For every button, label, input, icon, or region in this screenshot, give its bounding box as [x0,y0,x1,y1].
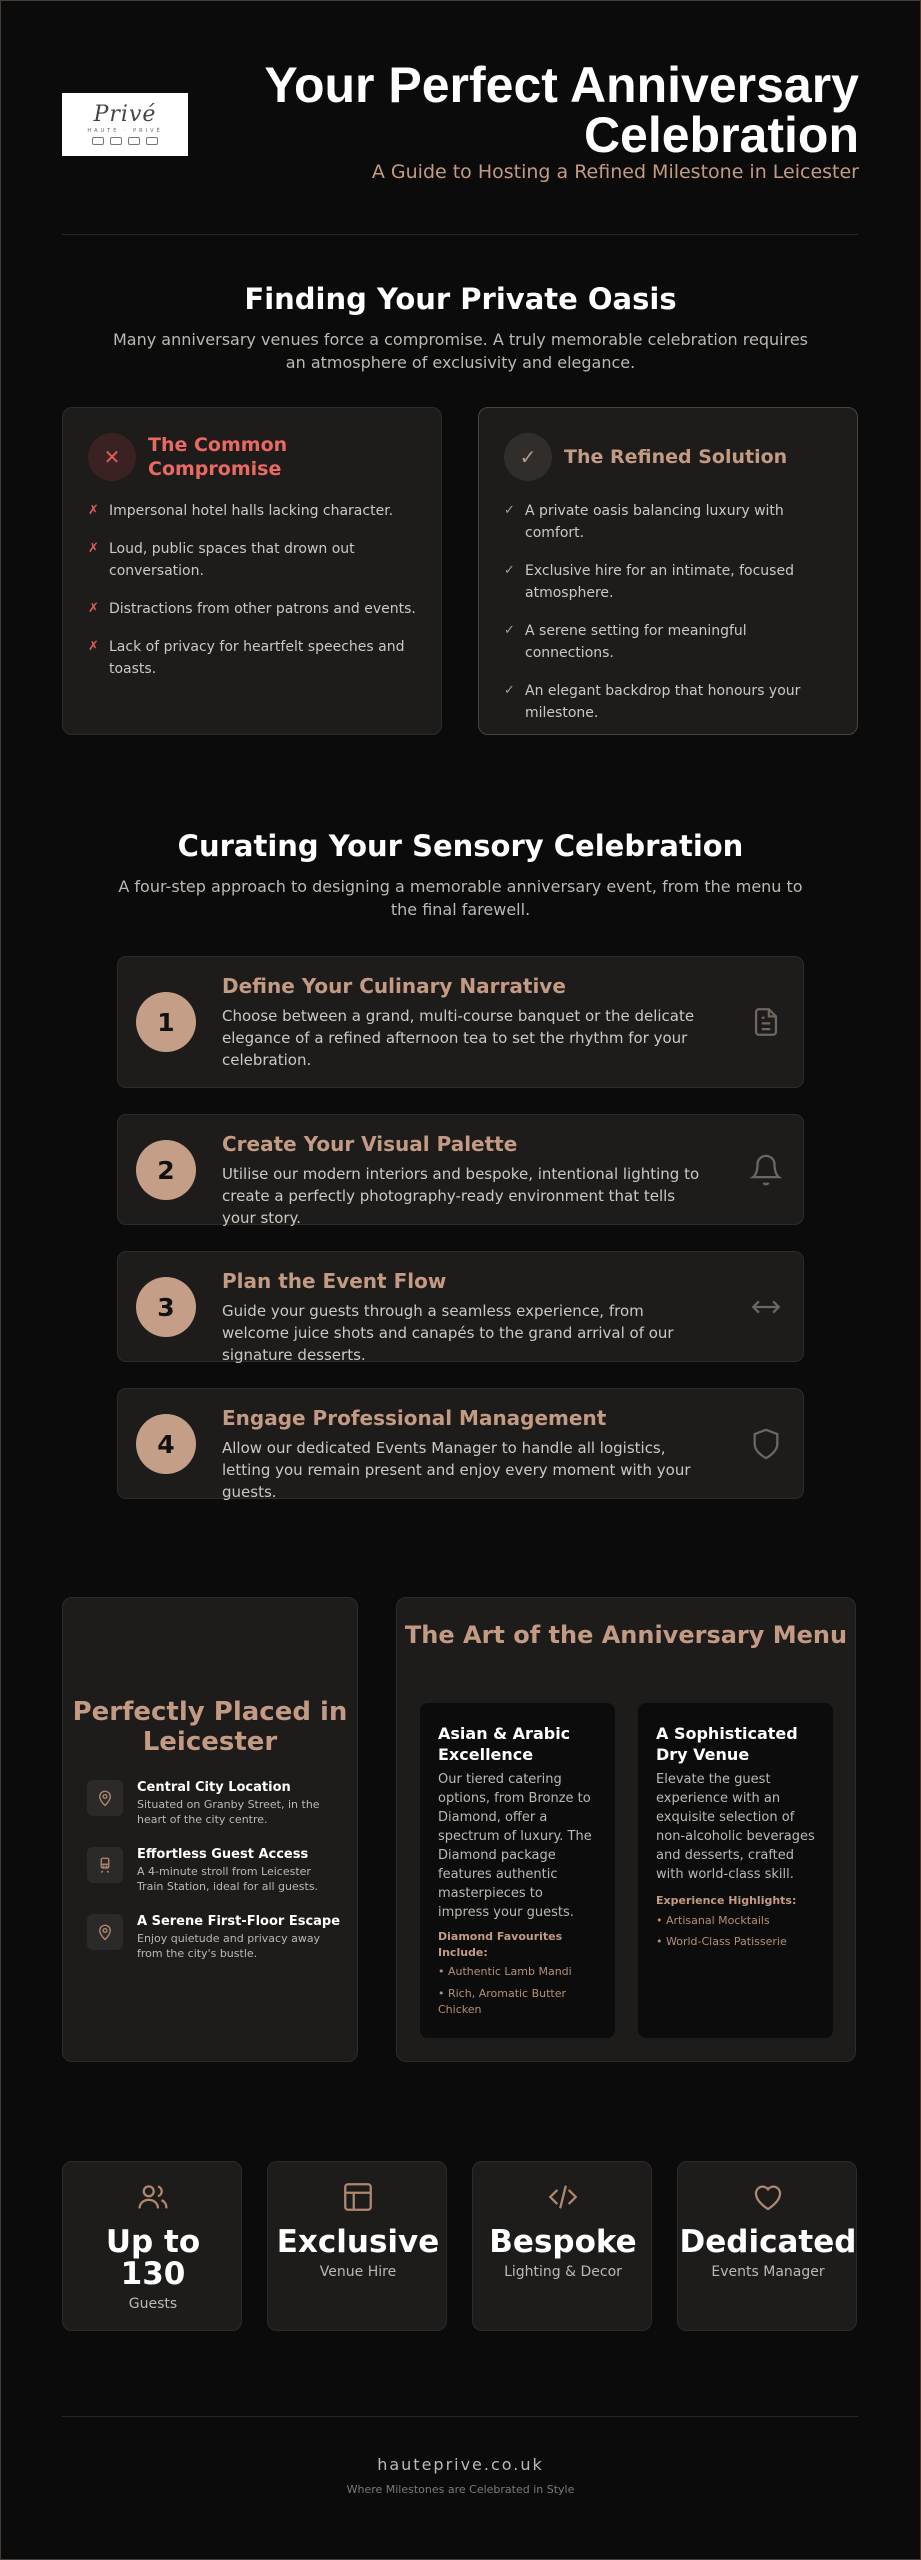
logo-subtext: HAUTE · PRIVÉ [87,128,163,134]
list-item: ✗ Loud, public spaces that drown out conversation. [88,538,423,582]
step-description: Choose between a grand, multi-course banquet or the delicate elegance of a refined afternoon tea to set the rhythm for your celebration. [222,1007,695,1069]
menu-highlight-item: • Rich, Aromatic Butter Chicken [438,1987,567,2016]
stat-card [267,2161,447,2331]
compromise-title: The Common Compromise [148,434,288,480]
list-item: ✓ A private oasis balancing luxury with comfort. [504,500,839,544]
stat-card [677,2161,857,2331]
stat-label: Venue Hire [319,2264,397,2280]
menu-highlight-label: Diamond Favourites Include: [438,1930,563,1959]
step-number: 2 [136,1140,196,1200]
oasis-description: Many anniversary venues force a compromise. A truly memorable celebration requires an atmosphere of exclusivity and elegance. [112,330,808,372]
footer-tagline: Where Milestones are Celebrated in Style [346,2483,575,2496]
stat-label: Events Manager [711,2264,825,2280]
sensory-title: Curating Your Sensory Celebration [177,829,744,863]
check-circle-icon: ✓ [504,433,552,481]
x-mark-icon: ✗ [88,541,99,556]
list-item: ✗ Lack of privacy for heartfelt speeches and toasts. [88,636,423,680]
map-pin-icon [87,1780,123,1816]
step-card [117,1114,804,1225]
page-title-line1: Your Perfect Anniversary [264,57,859,113]
location-item-desc: A 4-minute stroll from Leicester Train Station, ideal for all guests. [137,1865,319,1893]
check-mark-icon: ✓ [504,623,515,638]
step-title: Plan the Event Flow [222,1269,447,1293]
menu-option-title: Asian & Arabic Excellence [438,1724,571,1764]
step-description: Allow our dedicated Events Manager to handle all logistics, letting you remain present and enjoy every moment with your guests. [222,1439,691,1501]
stat-value: Bespoke [489,2224,637,2260]
x-mark-icon: ✗ [88,503,99,518]
location-item-desc: Enjoy quietude and privacy away from the city's bustle. [137,1932,321,1960]
step-number: 3 [136,1277,196,1337]
footer-website-link[interactable]: hauteprive.co.uk [377,2455,544,2474]
location-item-title: Effortless Guest Access [137,1847,309,1862]
logo-wordmark: Privé [93,102,157,127]
step-description: Utilise our modern interiors and bespoke, intentional lighting to create a perfectly photography-ready environment that tells your story. [222,1165,700,1227]
list-item: ✓ A serene setting for meaningful connections. [504,620,839,664]
compromise-card [62,407,442,735]
step-title: Engage Professional Management [222,1406,607,1430]
location-item-title: A Serene First-Floor Escape [137,1914,341,1929]
page-subtitle: A Guide to Hosting a Refined Milestone in Leicester [371,161,859,183]
page-title-line2: Celebration [583,107,859,163]
oasis-title: Finding Your Private Oasis [244,282,677,316]
menu-highlight-item: • Artisanal Mocktails [656,1914,770,1927]
menu-highlight-label: Experience Highlights: [656,1894,797,1907]
step-title: Create Your Visual Palette [222,1132,518,1156]
location-item-desc: Situated on Granby Street, in the heart of the city centre. [137,1798,320,1826]
location-item [87,1780,347,1830]
solution-card [478,407,858,735]
document-icon [749,1005,783,1039]
check-mark-icon: ✓ [504,563,515,578]
arrows-icon [749,1290,783,1324]
check-mark-icon: ✓ [504,503,515,518]
stat-value: Exclusive [276,2224,440,2260]
logo-icon-row [92,137,158,145]
menu-option-title: A Sophisticated Dry Venue [656,1724,798,1764]
heart-icon [751,2180,785,2214]
location-title: Perfectly Placed in Leicester [72,1697,348,1757]
x-mark-icon: ✗ [88,639,99,654]
stat-label: Guests [128,2296,178,2312]
compromise-list [88,500,423,696]
page-title [159,57,859,163]
menu-option-card [638,1703,833,2038]
code-icon [546,2180,580,2214]
step-card [117,1251,804,1362]
location-item [87,1847,347,1897]
location-item-title: Central City Location [137,1780,291,1795]
step-card [117,1388,804,1499]
solution-title: The Refined Solution [564,446,788,468]
step-description: Guide your guests through a seamless experience, from welcome juice shots and canapés to the grand arrival of our signature desserts. [222,1302,674,1364]
step-title: Define Your Culinary Narrative [222,974,566,998]
x-mark-icon: ✗ [88,601,99,616]
list-item: ✓ An elegant backdrop that honours your milestone. [504,680,839,724]
menu-option-text: Elevate the guest experience with an exquisite selection of non-alcoholic beverages and desserts, crafted with world-class skill. [656,1772,815,1882]
stat-value: Up to 130 [105,2224,201,2292]
train-icon [87,1847,123,1883]
bell-icon [749,1153,783,1187]
users-icon [136,2180,170,2214]
menu-highlight-item: • Authentic Lamb Mandi [438,1965,572,1978]
menu-option-text: Our tiered catering options, from Bronze to Diamond, offer a spectrum of luxury. The Diamond package features authentic masterpieces to impress your guests. [438,1772,592,1920]
shield-icon [749,1427,783,1461]
menu-option-card [420,1703,615,2038]
map-pin-icon [87,1914,123,1950]
stat-card [472,2161,652,2331]
menu-highlight-item: • World-Class Patisserie [656,1935,787,1948]
step-card [117,956,804,1088]
footer-divider [62,2416,858,2417]
header-divider [62,234,858,235]
stat-label: Lighting & Decor [504,2264,622,2280]
list-item: ✓ Exclusive hire for an intimate, focused atmosphere. [504,560,839,604]
sensory-description: A four-step approach to designing a memorable anniversary event, from the menu to the final farewell. [118,877,803,919]
solution-list [504,500,839,740]
list-item: ✗ Impersonal hotel halls lacking character. [88,500,423,522]
check-mark-icon: ✓ [504,683,515,698]
list-item: ✗ Distractions from other patrons and events. [88,598,423,620]
location-item [87,1914,347,1964]
step-number: 4 [136,1414,196,1474]
stat-card [62,2161,242,2331]
step-number: 1 [136,992,196,1052]
menu-title: The Art of the Anniversary Menu [404,1621,848,1649]
stat-value: Dedicated [679,2224,857,2260]
layout-icon [341,2180,375,2214]
x-circle-icon: ✕ [88,433,136,481]
